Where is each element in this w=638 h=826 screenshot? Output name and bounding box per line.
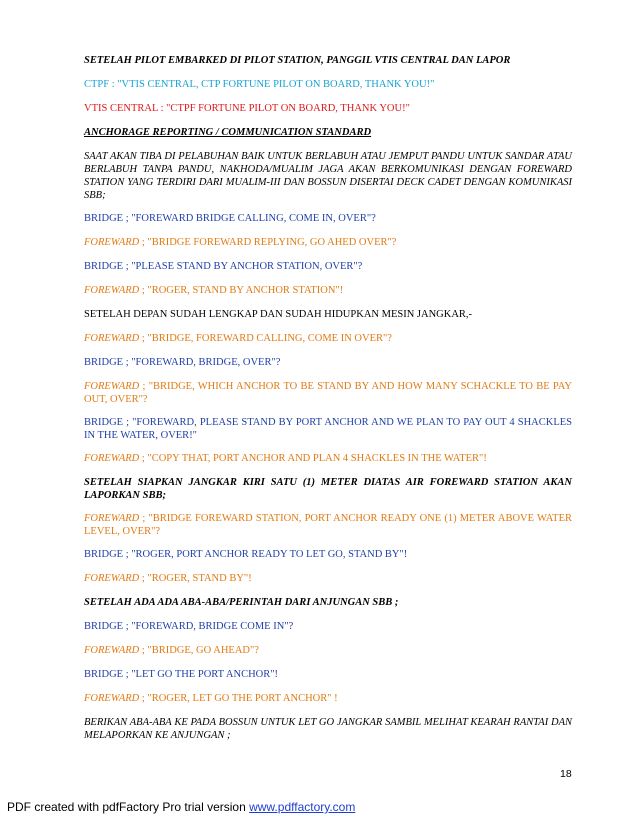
bridge-line: BRIDGE ; "FOREWARD BRIDGE CALLING, COME IN, OVER"?: [84, 213, 376, 224]
footer-text: PDF created with pdfFactory Pro trial version: [7, 800, 250, 814]
bridge-line: BRIDGE ; "FOREWARD, PLEASE STAND BY PORT ANCHOR AND WE PLAN TO PAY OUT 4 SHACKLES IN THE WATER, OVER!": [84, 417, 572, 441]
vtis-reply: VTIS CENTRAL : "CTPF FORTUNE PILOT ON BOARD, THANK YOU!": [84, 103, 410, 114]
bridge-line: BRIDGE ; "FOREWARD, BRIDGE, OVER"?: [84, 357, 281, 368]
foreward-line: FOREWARD ; "BRIDGE, GO AHEAD"?: [84, 645, 259, 656]
foreward-line: FOREWARD ; "BRIDGE FOREWARD REPLYING, GO AHED OVER"?: [84, 237, 397, 248]
instruction-line: BERIKAN ABA-ABA KE PADA BOSSUN UNTUK LET GO JANGKAR SAMBIL MELIHAT KEARAH RANTAI DAN MELAPORKAN KE ANJUNGAN ;: [84, 717, 572, 741]
foreward-line: FOREWARD ; "ROGER, STAND BY ANCHOR STATION"!: [84, 285, 344, 296]
foreward-line: FOREWARD ; "BRIDGE, WHICH ANCHOR TO BE STAND BY AND HOW MANY SCHACKLE TO BE PAY OUT, OVER"?: [84, 381, 572, 405]
foreward-line: FOREWARD ; "BRIDGE FOREWARD STATION, PORT ANCHOR READY ONE (1) METER ABOVE WATER LEVEL, OVER"?: [84, 513, 572, 537]
pdf-footer: [7, 801, 355, 814]
ctpf-message: CTPF : "VTIS CENTRAL, CTP FORTUNE PILOT ON BOARD, THANK YOU!": [84, 79, 435, 90]
foreward-line: FOREWARD ; "ROGER, LET GO THE PORT ANCHOR" !: [84, 693, 338, 704]
instruction-line: SETELAH DEPAN SUDAH LENGKAP DAN SUDAH HIDUPKAN MESIN JANGKAR,-: [84, 309, 473, 320]
instruction-line: SETELAH ADA ADA ABA-ABA/PERINTAH DARI ANJUNGAN SBB ;: [84, 597, 399, 608]
instruction-pilot-embarked: SETELAH PILOT EMBARKED DI PILOT STATION, PANGGIL VTIS CENTRAL DAN LAPOR: [84, 55, 511, 66]
page-number: 18: [560, 768, 572, 780]
section-heading-anchorage: ANCHORAGE REPORTING / COMMUNICATION STANDARD: [84, 127, 372, 138]
instruction-line: SETELAH SIAPKAN JANGKAR KIRI SATU (1) METER DIATAS AIR FOREWARD STATION AKAN LAPORKAN SBB;: [84, 477, 572, 501]
foreward-line: FOREWARD ; "COPY THAT, PORT ANCHOR AND PLAN 4 SHACKLES IN THE WATER"!: [84, 453, 487, 464]
bridge-line: BRIDGE ; "FOREWARD, BRIDGE COME IN"?: [84, 621, 294, 632]
bridge-line: BRIDGE ; "PLEASE STAND BY ANCHOR STATION, OVER"?: [84, 261, 363, 272]
foreward-line: FOREWARD ; "BRIDGE, FOREWARD CALLING, COME IN OVER"?: [84, 333, 392, 344]
bridge-line: BRIDGE ; "ROGER, PORT ANCHOR READY TO LET GO, STAND BY"!: [84, 549, 408, 560]
anchorage-intro-paragraph: SAAT AKAN TIBA DI PELABUHAN BAIK UNTUK BERLABUH ATAU JEMPUT PANDU UNTUK SANDAR ATAU BERLABUH TANPA PANDU, NAKHODA/MUALIM JAGA AKAN BERKOMUNIKASI DENGAN FOREWARD STATION YANG TERDIRI DARI MUALIM-III DAN BOSSUN DISERTAI DECK CADET DENGAN KOMUNIKASI SBB;: [84, 151, 572, 201]
footer-link[interactable]: www.pdffactory.com: [249, 800, 356, 814]
bridge-line: BRIDGE ; "LET GO THE PORT ANCHOR"!: [84, 669, 279, 680]
foreward-line: FOREWARD ; "ROGER, STAND BY"!: [84, 573, 252, 584]
